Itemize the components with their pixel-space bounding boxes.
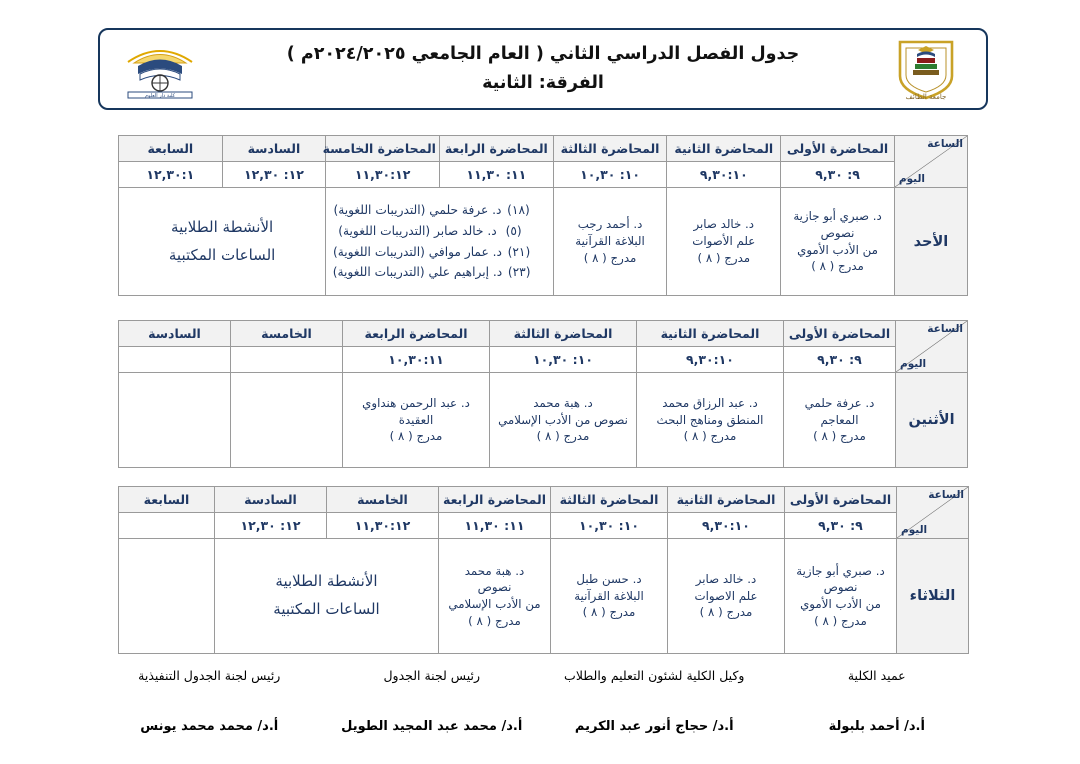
lecture-time-cell: ٩,٣٠:١٠	[668, 513, 785, 539]
header-row	[119, 321, 968, 347]
lecture-line: المنطق ومناهج البحث	[656, 412, 764, 427]
drill-row	[329, 221, 549, 242]
hour-axis-label: الساعة	[927, 323, 963, 335]
lecture-line: علم الاصوات	[694, 588, 758, 603]
lecture-line: نصوص من الأدب الإسلامي	[498, 412, 628, 427]
lecture-column-header: المحاضرة الثانية	[667, 136, 781, 162]
lecture-column-header: المحاضرة الرابعة	[343, 321, 490, 347]
lecture-time-cell: ٩: ٩,٣٠	[785, 513, 897, 539]
sunday-table	[118, 135, 968, 296]
signature-footer	[98, 668, 988, 734]
drill-instructor: د. خالد صابر (التدريبات اللغوية)	[338, 223, 497, 238]
footer-column	[543, 668, 766, 683]
lecture-line: نصوص	[820, 225, 855, 240]
page-title: جدول الفصل الدراسي الثاني ( العام الجامعي ٢٠٢٤/٢٠٢٥م )	[286, 44, 800, 65]
lecture-cell	[784, 373, 896, 468]
lecture-line: المعاجم	[820, 412, 859, 427]
lecture-line: مدرج ( ٨ )	[582, 605, 636, 620]
time-row	[119, 347, 968, 373]
lecture-column-header: الخامسة	[327, 487, 439, 513]
drill-group-number: (٥)	[505, 223, 522, 238]
lecture-column-header: المحاضرة الثالثة	[490, 321, 637, 347]
day-row	[119, 373, 968, 468]
empty-slot-cell	[231, 373, 343, 468]
lecture-time-cell	[119, 347, 231, 373]
activity-line: الأنشطة الطلابية	[275, 572, 378, 591]
lecture-cell	[551, 539, 668, 654]
lecture-column-header: الخامسة	[231, 321, 343, 347]
lecture-line: علم الأصوات	[692, 234, 756, 249]
lecture-line: مدرج ( ٨ )	[699, 605, 753, 620]
activity-line: الساعات المكتبية	[273, 600, 380, 618]
lecture-line: د. هبة محمد	[533, 395, 593, 410]
lecture-time-cell: ١٠: ١٠,٣٠	[490, 347, 637, 373]
activity-line: الأنشطة الطلابية	[171, 217, 274, 236]
lecture-column-header: السادسة	[215, 487, 327, 513]
lecture-time-cell: ٩,٣٠:١٠	[637, 347, 784, 373]
lecture-column-header: المحاضرة الرابعة	[439, 487, 551, 513]
lecture-line: مدرج ( ٨ )	[813, 429, 866, 444]
drill-group-number: (٢١)	[507, 244, 531, 259]
lecture-line: نصوص	[477, 580, 512, 595]
lecture-time-cell: ٩,٣٠:١٠	[667, 162, 781, 188]
lecture-time-cell: ١١,٣٠:١٢	[327, 513, 439, 539]
lecture-line: من الأدب الأموي	[800, 597, 881, 611]
lecture-column-header: المحاضرة الأولى	[784, 321, 896, 347]
header-row	[119, 136, 968, 162]
day-name-cell: الأثنين	[896, 373, 968, 468]
lecture-line: د. صبري أبو جازية	[793, 209, 882, 223]
footer-column	[766, 668, 989, 683]
lecture-cell	[785, 539, 897, 654]
lecture-column-header: السابعة	[119, 487, 215, 513]
drill-instructor: د. عمار موافي (التدريبات اللغوية)	[332, 244, 502, 259]
lecture-line: د. عبد الرحمن هنداوي	[362, 395, 470, 410]
footer-column	[98, 683, 321, 734]
lecture-cell	[637, 373, 784, 468]
empty-slot-cell	[119, 539, 215, 654]
lecture-line: د. عبد الرزاق محمد	[662, 395, 758, 410]
lecture-line: د. صبري أبو جازية	[796, 563, 885, 578]
footer-signatory-name: أ.د/ حجاج أنور عبد الكريم	[574, 719, 734, 734]
drill-row	[329, 262, 549, 283]
time-row	[119, 513, 969, 539]
lecture-line: مدرج ( ٨ )	[583, 250, 637, 265]
lecture-column-header: المحاضرة الثالثة	[553, 136, 667, 162]
header-row	[119, 487, 969, 513]
lecture-time-cell	[231, 347, 343, 373]
lecture-line: مدرج ( ٨ )	[811, 259, 864, 274]
lecture-line: مدرج ( ٨ )	[683, 429, 737, 444]
lecture-line: البلاغة القرآنية	[575, 234, 645, 249]
activity-line: الساعات المكتبية	[168, 245, 276, 264]
lecture-time-cell: ١٠,٣٠:١١	[343, 347, 490, 373]
footer-column	[98, 668, 321, 683]
lecture-cell	[490, 373, 637, 468]
lecture-time-cell: ١٢: ١٢,٣٠	[222, 162, 326, 188]
lecture-time-cell: ١٢: ١٢,٣٠	[215, 513, 327, 539]
footer-signatory-name: أ.د/ محمد محمد يونس	[140, 719, 279, 734]
lecture-line: العقيدة	[398, 412, 434, 427]
footer-column	[543, 683, 766, 734]
university-shield-logo	[880, 36, 972, 102]
footer-role-label: وكيل الكلية لشئون التعليم والطلاب	[564, 668, 745, 683]
corner-hour-day-cell	[894, 136, 967, 188]
header-banner	[98, 28, 988, 110]
lecture-column-header: السادسة	[222, 136, 326, 162]
lecture-line: نصوص	[823, 580, 858, 595]
lecture-column-header: المحاضرة الخامسة	[326, 136, 440, 162]
lecture-line: د. خالد صابر	[695, 571, 757, 586]
student-activities-cell	[119, 188, 326, 296]
footer-names-row	[98, 683, 988, 734]
lecture-cell	[439, 539, 551, 654]
lecture-column-header: المحاضرة الرابعة	[439, 136, 553, 162]
lecture-cell	[668, 539, 785, 654]
corner-hour-day-cell	[897, 487, 969, 539]
footer-role-label: رئيس لجنة الجدول	[383, 668, 481, 683]
lecture-line: البلاغة القرآنية	[574, 588, 644, 603]
lecture-line: مدرج ( ٨ )	[536, 429, 590, 444]
drill-row	[329, 242, 549, 263]
lecture-time-cell: ٩: ٩,٣٠	[781, 162, 895, 188]
drill-row	[329, 200, 549, 221]
footer-role-label: عميد الكلية	[847, 668, 906, 683]
day-row	[119, 539, 969, 654]
header-title-group	[206, 42, 880, 96]
lecture-time-cell: ٩: ٩,٣٠	[784, 347, 896, 373]
footer-signatory-name: أ.د/ محمد عبد المجيد الطويل	[341, 719, 523, 734]
drill-group-number: (٢٣)	[507, 265, 531, 280]
lecture-column-header: المحاضرة الثالثة	[551, 487, 668, 513]
drill-group-number: (١٨)	[507, 202, 530, 217]
corner-hour-day-cell	[896, 321, 968, 373]
lecture-time-cell	[119, 513, 215, 539]
lecture-line: د. أحمد رجب	[577, 217, 643, 232]
footer-role-label: رئيس لجنة الجدول التنفيذية	[138, 668, 281, 683]
lecture-line: مدرج ( ٨ )	[697, 250, 751, 265]
hour-axis-label: الساعة	[927, 138, 963, 150]
monday-table	[118, 320, 968, 468]
lecture-column-header: المحاضرة الثانية	[637, 321, 784, 347]
hour-axis-label: الساعة	[928, 489, 964, 501]
faculty-of-arts-logo	[114, 36, 206, 102]
time-row	[119, 162, 968, 188]
lecture-line: مدرج ( ٨ )	[389, 429, 443, 444]
lecture-line: د. عرفة حلمي	[804, 395, 875, 410]
svg-text:كلية دار العلوم: كلية دار العلوم	[144, 93, 176, 99]
svg-text:جامعة الطائف: جامعة الطائف	[905, 93, 947, 101]
lecture-time-cell: ١٠: ١٠,٣٠	[553, 162, 667, 188]
tuesday-table	[118, 486, 969, 654]
lecture-cell	[343, 373, 490, 468]
lecture-cell	[781, 188, 895, 296]
day-axis-label: اليوم	[898, 173, 925, 185]
day-name-cell: الأحد	[894, 188, 967, 296]
lecture-line: من الأدب الإسلامي	[448, 597, 541, 611]
drill-instructor: د. إبراهيم علي (التدريبات اللغوية)	[332, 265, 503, 280]
lecture-column-header: السادسة	[119, 321, 231, 347]
empty-slot-cell	[119, 373, 231, 468]
language-drills-cell	[326, 188, 553, 296]
footer-roles-row	[98, 668, 988, 683]
lecture-line: د. خالد صابر	[693, 217, 755, 232]
lecture-cell	[667, 188, 781, 296]
lecture-cell	[553, 188, 667, 296]
student-activities-cell	[215, 539, 439, 654]
drill-instructor: د. عرفة حلمي (التدريبات اللغوية)	[333, 202, 502, 217]
lecture-time-cell: ١١: ١١,٣٠	[439, 162, 553, 188]
lecture-column-header: المحاضرة الأولى	[781, 136, 895, 162]
lecture-line: من الأدب الأموي	[797, 242, 878, 257]
footer-column	[321, 683, 544, 734]
day-name-cell: الثلاثاء	[897, 539, 969, 654]
lecture-time-cell: ١١: ١١,٣٠	[439, 513, 551, 539]
lecture-column-header: المحاضرة الأولى	[785, 487, 897, 513]
lecture-column-header: السابعة	[119, 136, 223, 162]
lecture-time-cell: ١٢,٣٠:١	[119, 162, 223, 188]
day-axis-label: اليوم	[901, 524, 928, 536]
page-subtitle: الفرقة: الثانية	[482, 72, 604, 93]
lecture-column-header: المحاضرة الثانية	[668, 487, 785, 513]
lecture-line: مدرج ( ٨ )	[468, 613, 521, 628]
lecture-time-cell: ١٠: ١٠,٣٠	[551, 513, 668, 539]
lecture-time-cell: ١١,٣٠:١٢	[326, 162, 440, 188]
footer-column	[321, 668, 544, 683]
lecture-line: مدرج ( ٨ )	[814, 613, 867, 628]
day-row	[119, 188, 968, 296]
lecture-line: د. هبة محمد	[464, 563, 525, 578]
footer-signatory-name: أ.د/ أحمد بلبولة	[828, 719, 925, 734]
footer-column	[766, 683, 989, 734]
day-axis-label: اليوم	[900, 358, 927, 370]
lecture-line: د. حسن طبل	[576, 571, 642, 586]
